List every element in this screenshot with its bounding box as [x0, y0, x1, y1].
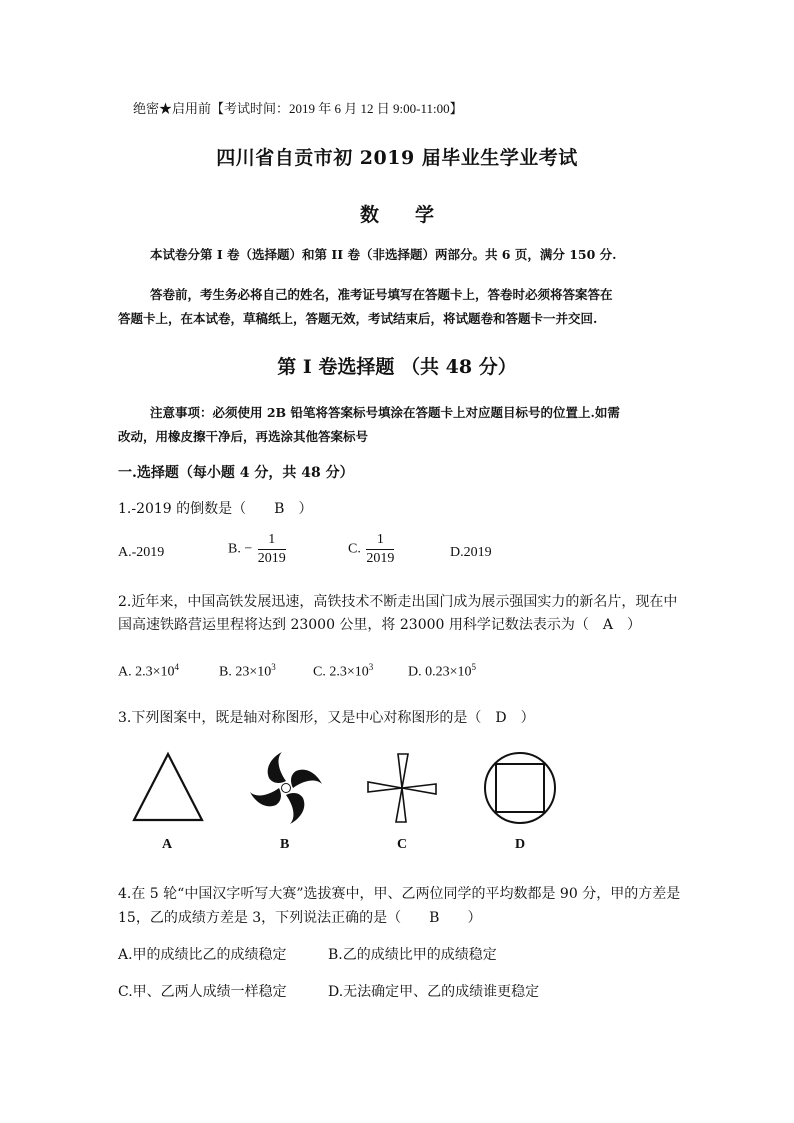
question-1-option-d: D.2019: [450, 545, 492, 560]
figure-d-circle-square: [485, 753, 555, 823]
option-c-denominator: 2019: [366, 551, 395, 566]
question-1-option-b: [228, 531, 288, 568]
notice-line-2: 改动，用橡皮擦干净后，再选涂其他答案标号: [118, 429, 369, 444]
intro-paragraph-1: 本试卷分第 I 卷（选择题）和第 II 卷（非选择题）两部分。共 6 页，满分 150 分.: [150, 247, 617, 262]
question-1-stem: 1.-2019 的倒数是（ B ）: [118, 501, 313, 517]
question-2-line-2: 国高速铁路营运里程将达到 23000 公里，将 23000 用科学记数法表示为（ A ）: [118, 617, 641, 633]
question-2-option-a: [118, 662, 179, 681]
option-c-exponent: 3: [368, 662, 374, 672]
part-heading: 一.选择题（每小题 4 分，共 48 分）: [118, 465, 354, 481]
question-1-option-c: [348, 531, 396, 568]
section-title: 第 I 卷选择题 （共 48 分）: [277, 356, 517, 378]
option-b-fraction: [258, 531, 286, 568]
question-1-option-a: A.-2019: [118, 545, 165, 560]
question-2-option-d: [408, 662, 476, 681]
option-d-text: D. 0.23×10: [408, 664, 472, 680]
question-4-option-c: C.甲、乙两人成绩一样稳定: [118, 984, 287, 1000]
question-3-figures: [120, 748, 570, 833]
option-c-text: C. 2.3×10: [313, 664, 369, 680]
question-4-option-b: B.乙的成绩比甲的成绩稳定: [328, 947, 497, 963]
question-3-stem: 3.下列图案中，既是轴对称图形，又是中心对称图形的是（ D ）: [118, 710, 535, 726]
option-b-prefix: B. −: [228, 541, 253, 557]
question-4-line-1: 4.在 5 轮“中国汉字听写大赛”选拔赛中，甲、乙两位同学的平均数都是 90 分，甲的方差是: [118, 886, 681, 902]
option-b-exponent: 3: [271, 662, 276, 672]
figure-label-d: D: [515, 837, 526, 852]
option-a-exponent: 4: [174, 662, 180, 672]
option-c-prefix: C.: [348, 541, 361, 557]
notice-line-1: 注意事项：必须使用 2B 铅笔将答案标号填涂在答题卡上对应题目标号的位置上.如需: [150, 405, 620, 420]
figure-label-c: C: [397, 837, 408, 852]
option-b-text: B. 23×10: [219, 664, 272, 680]
option-b-numerator: 1: [258, 531, 286, 550]
option-c-numerator: 1: [366, 531, 394, 550]
question-2-option-b: [219, 662, 276, 681]
question-2-line-1: 2.近年来，中国高铁发展迅速，高铁技术不断走出国门成为展示强国实力的新名片，现在中: [118, 594, 678, 610]
question-4-option-a: A.甲的成绩比乙的成绩稳定: [118, 947, 287, 963]
option-d-exponent: 5: [471, 662, 477, 672]
figure-label-b: B: [280, 837, 290, 852]
figure-a-triangle: [134, 754, 202, 820]
question-4-option-d: D.无法确定甲、乙的成绩谁更稳定: [328, 984, 540, 1000]
intro-paragraph-2-line-1: 答卷前，考生务必将自己的姓名，准考证号填写在答题卡上，答卷时必须将答案答在: [150, 287, 613, 302]
exam-title: 四川省自贡市初 2019 届毕业生学业考试: [216, 147, 578, 169]
option-a-text: A. 2.3×10: [118, 664, 175, 680]
figure-label-a: A: [162, 837, 173, 852]
subject-title: [0, 200, 794, 227]
exam-header: 绝密★启用前【考试时间：2019 年 6 月 12 日 9:00-11:00】: [133, 101, 463, 116]
intro-paragraph-2-line-2: 答题卡上，在本试卷，草稿纸上，答题无效，考试结束后，将试题卷和答题卡一并交回.: [118, 311, 598, 326]
option-c-fraction: [366, 531, 394, 568]
subject-char-1: 数: [359, 204, 379, 226]
option-b-denominator: 2019: [257, 551, 286, 566]
figure-b-swirl: [250, 752, 322, 824]
figure-c-pinwheel: [368, 754, 436, 822]
subject-char-2: 学: [415, 204, 435, 226]
question-4-line-2: 15，乙的成绩方差是 3，下列说法正确的是（ B ）: [118, 910, 482, 926]
question-2-option-c: [313, 662, 373, 681]
